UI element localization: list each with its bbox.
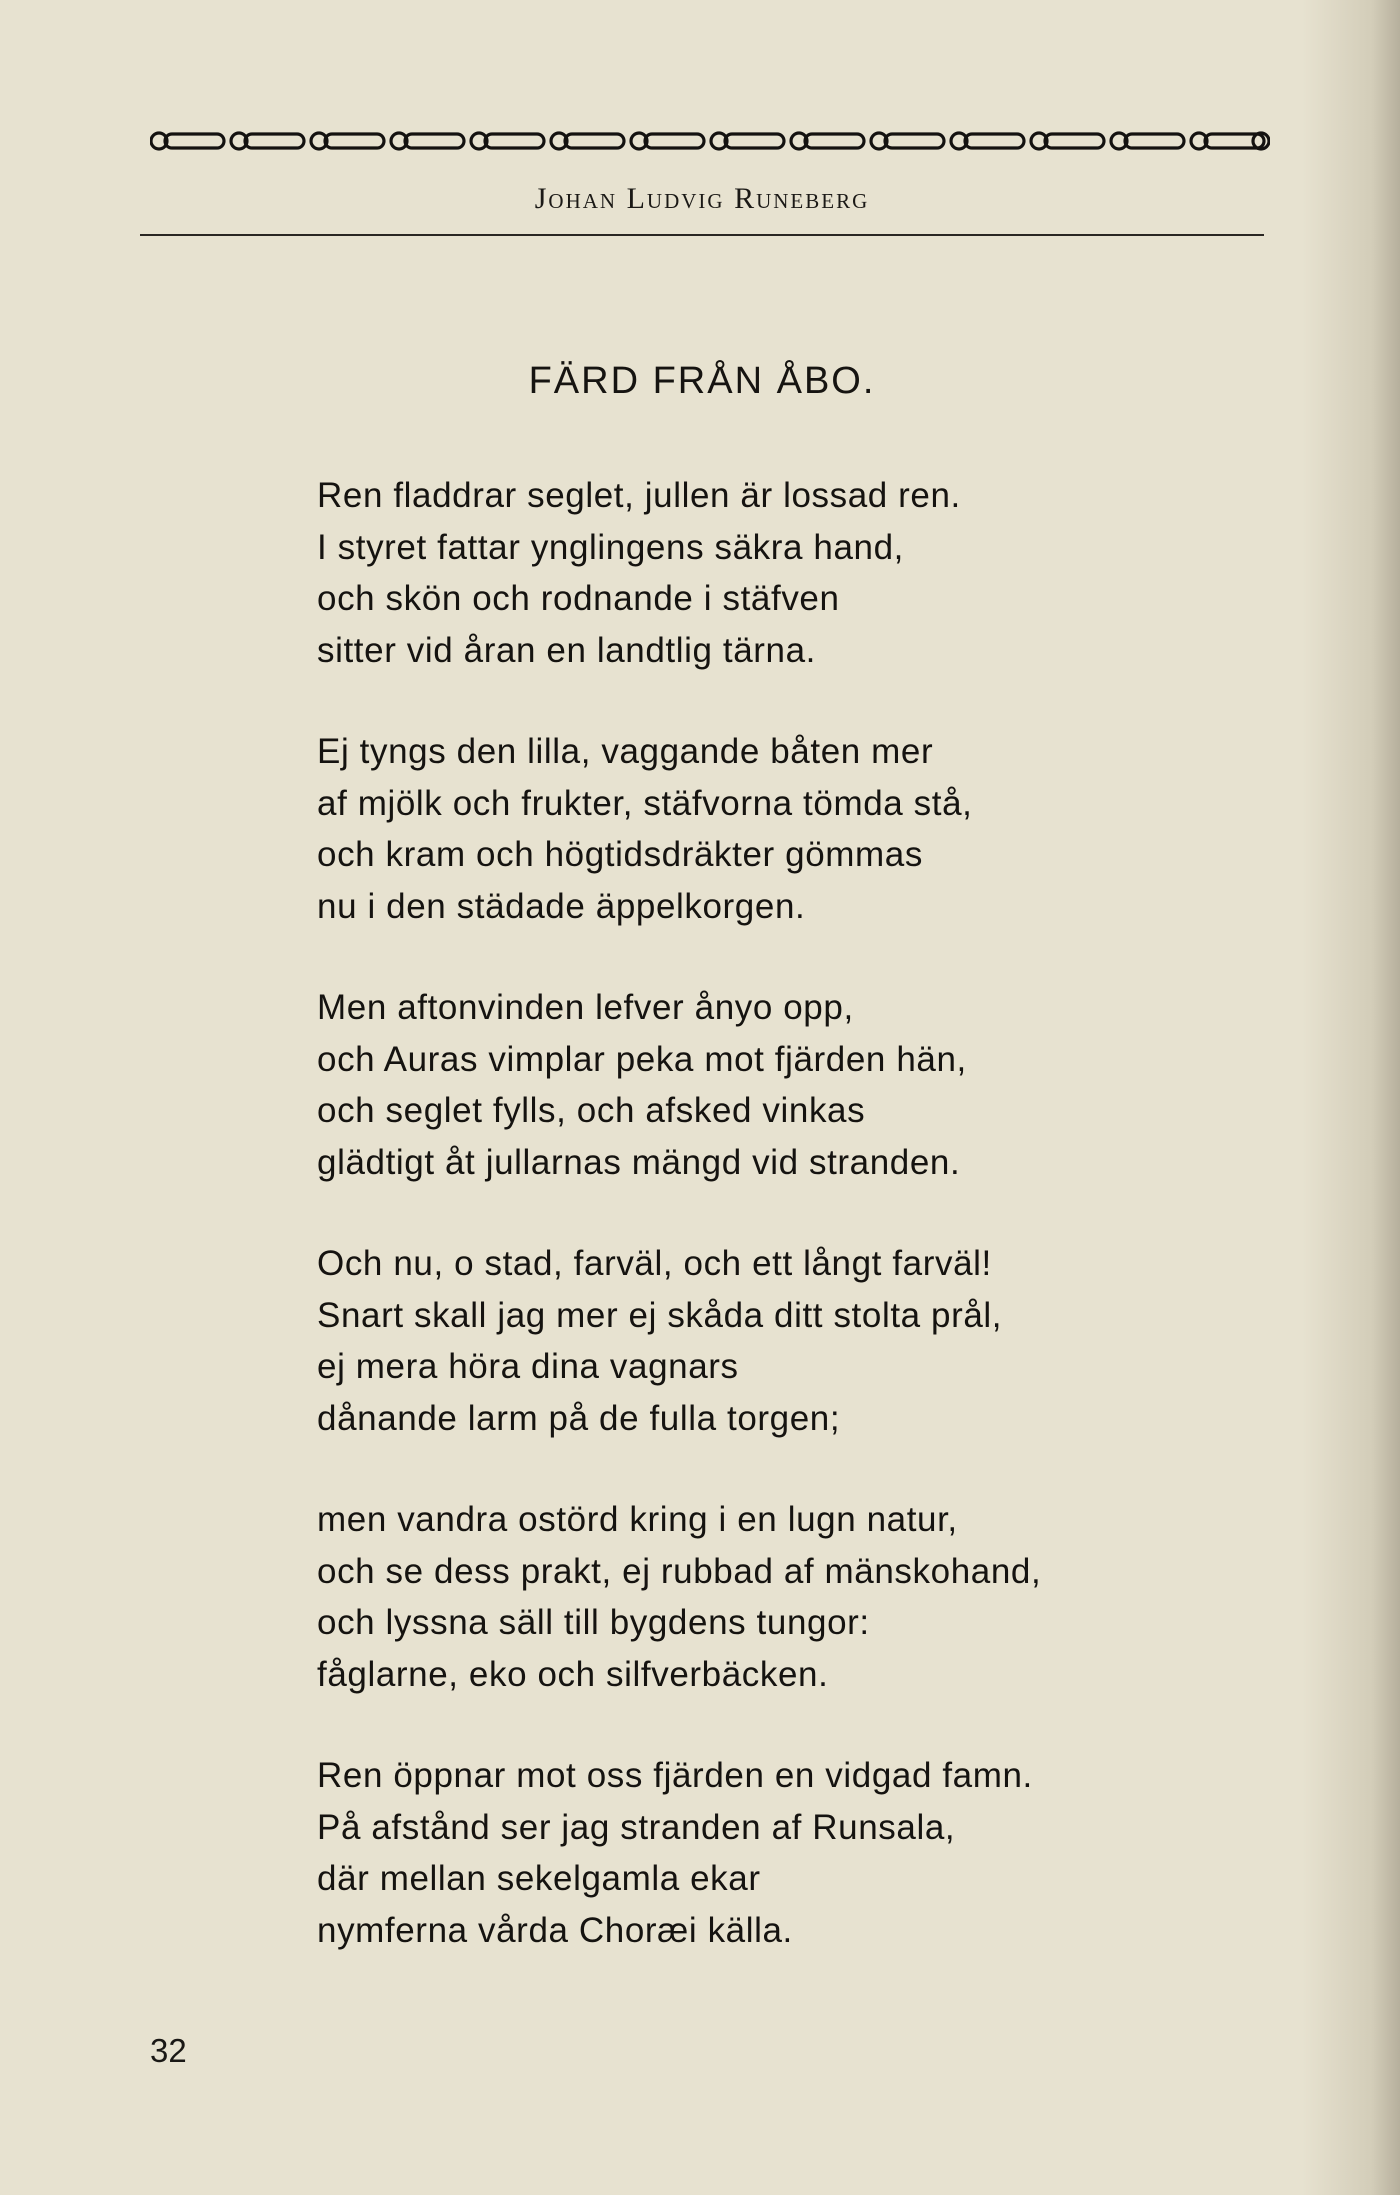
poem-line: Men aftonvinden lefver ånyo opp,	[317, 988, 854, 1027]
poem-line: ej mera höra dina vagnars	[317, 1347, 739, 1386]
chain-link	[245, 134, 304, 148]
stanza	[317, 982, 1217, 1188]
stanza	[317, 1238, 1217, 1444]
poem-line: men vandra ostörd kring i en lugn natur,	[317, 1500, 958, 1539]
poem-line: glädtigt åt jullarnas mängd vid stranden.	[317, 1142, 961, 1182]
poem-line: Ren öppnar mot oss fjärden en vidgad famn.	[317, 1756, 1033, 1795]
poem-line: På afstånd ser jag stranden af Runsala,	[317, 1807, 956, 1847]
poem-line: sitter vid åran en landtlig tärna.	[317, 630, 817, 670]
poem-title: FÄRD FRÅN ÅBO.	[528, 360, 876, 402]
poem-line: Ej tyngs den lilla, vaggande båten mer	[317, 732, 934, 771]
stanza	[317, 1494, 1217, 1700]
chain-link	[165, 134, 224, 148]
poem-line: och kram och högtidsdräkter gömmas	[317, 835, 923, 874]
chain-link	[645, 134, 704, 148]
chain-link	[565, 134, 624, 148]
poem-line: och seglet fylls, och afsked vinkas	[317, 1091, 866, 1130]
chain-link	[1045, 134, 1104, 148]
chain-link	[885, 134, 944, 148]
poem-line: I styret fattar ynglingens säkra hand,	[317, 527, 904, 567]
poem-line: och lyssna säll till bygdens tungor:	[317, 1603, 870, 1642]
poem-line: dånande larm på de fulla torgen;	[317, 1398, 841, 1438]
stanza	[317, 1750, 1217, 1956]
stanza	[317, 470, 1217, 676]
running-head: Johan Ludvig Runeberg	[534, 182, 870, 215]
poem-line: Snart skall jag mer ej skåda ditt stolta prål,	[317, 1295, 1003, 1335]
chain-link	[965, 134, 1024, 148]
poem-line: nymferna vårda Choræi källa.	[317, 1910, 793, 1950]
poem-line: af mjölk och frukter, stäfvorna tömda stå,	[317, 783, 973, 823]
chain-ornament-border	[150, 128, 1270, 154]
header-rule	[140, 234, 1264, 236]
poem-body	[317, 470, 1217, 2006]
chain-link	[405, 134, 464, 148]
chain-link	[805, 134, 864, 148]
stanza	[317, 726, 1217, 932]
chain-link	[325, 134, 384, 148]
poem-line: och Auras vimplar peka mot fjärden hän,	[317, 1039, 967, 1079]
poem-line: fåglarne, eko och silfverbäcken.	[317, 1654, 829, 1694]
chain-link	[1125, 134, 1184, 148]
chain-link	[485, 134, 544, 148]
poem-line: och skön och rodnande i stäfven	[317, 579, 840, 618]
poem-line: och se dess prakt, ej rubbad af mänskohand,	[317, 1551, 1042, 1591]
poem-line: nu i den städade äppelkorgen.	[317, 886, 806, 926]
poem-line: Ren fladdrar seglet, jullen är lossad ren.	[317, 476, 961, 515]
poem-line: Och nu, o stad, farväl, och ett långt farväl!	[317, 1244, 992, 1283]
page-number: 32	[150, 2032, 187, 2069]
poem-line: där mellan sekelgamla ekar	[317, 1859, 761, 1898]
chain-link	[725, 134, 784, 148]
